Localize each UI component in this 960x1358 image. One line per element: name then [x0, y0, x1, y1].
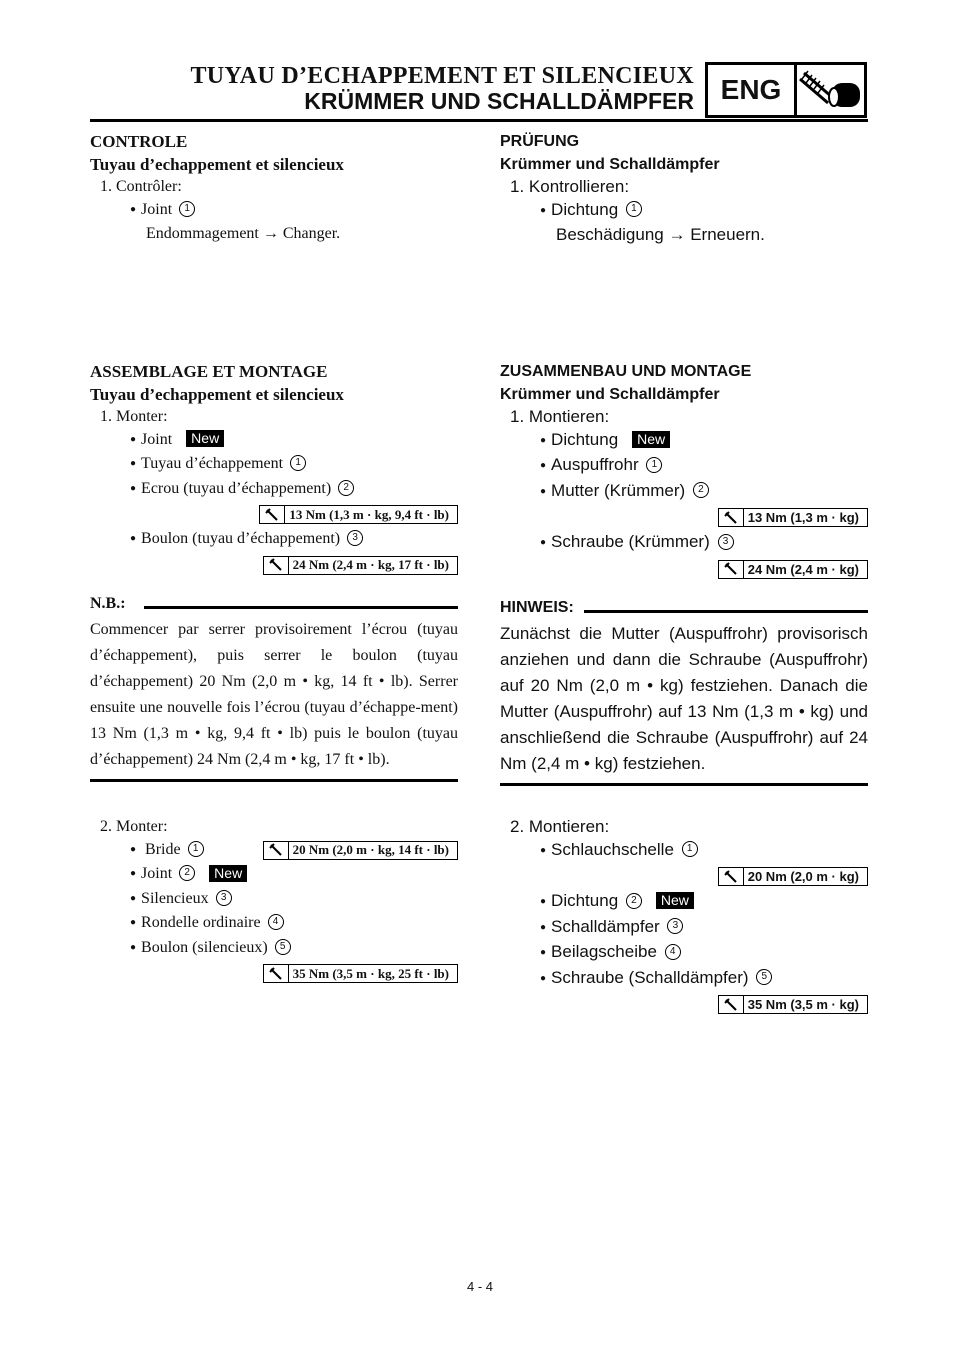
torque-wrench-icon — [719, 868, 744, 885]
callout-number: 3 — [216, 890, 232, 906]
callout-number: 2 — [338, 480, 354, 496]
de-step2-item: ● Schalldämpfer 3 — [500, 916, 868, 942]
de-check-subheading: Krümmer und Schalldämpfer — [500, 156, 720, 173]
torque-value: 20 Nm (2,0 m · kg, 14 ft · lb) — [292, 841, 449, 857]
de-assembly-subheading: Krümmer und Schalldämpfer — [500, 386, 720, 403]
callout-number: 1 — [682, 841, 698, 857]
fr-step2-item: ● Silencieux 3 — [90, 888, 458, 913]
note-rule — [584, 610, 868, 613]
de-assembly-section — [500, 360, 868, 786]
callout-number: 4 — [665, 944, 681, 960]
section-badge-label: ENG — [708, 65, 797, 115]
de-note-header — [500, 599, 868, 621]
torque-wrench-icon — [264, 965, 289, 982]
callout-number: 1 — [179, 201, 195, 217]
de-note-text: Zunächst die Mutter (Auspuffrohr) provisorisch anziehen und dann die Schraube (Auspuffrohr) auf 20 Nm (2,0 m • kg) festziehen. Danach die Mutter (Auspuffrohr) auf 13 Nm (1,3 m • kg) und anschließend die Schraube (Auspuffrohr) auf 24 Nm (2,4 m • kg) festziehen. — [500, 623, 868, 773]
new-part-badge: New — [209, 865, 247, 882]
fr-step2-item: ● Rondelle ordinaire 4 — [90, 912, 458, 937]
fr-step1-label: 1. Monter: — [100, 408, 168, 425]
header-divider — [90, 119, 868, 122]
fr-step2-section — [90, 816, 458, 987]
callout-number: 2 — [626, 893, 642, 909]
de-check-section — [500, 130, 868, 247]
fr-assembly-subheading: Tuyau d’echappement et silencieux — [90, 385, 344, 404]
callout-number: 1 — [646, 457, 662, 473]
note-label: HINWEIS: — [500, 598, 574, 616]
callout-number: 2 — [179, 865, 195, 881]
fr-step1-item: ● Ecrou (tuyau d’échappement) 2 — [90, 478, 458, 503]
de-step2-item: ● Schlauchschelle 1 — [500, 839, 868, 865]
fr-step2-item: ● Boulon (silencieux) 5 — [90, 937, 458, 962]
torque-wrench-icon — [719, 561, 744, 578]
de-check-item: ● Dichtung 1 — [500, 199, 868, 225]
note-end-rule — [90, 779, 458, 782]
note-rule — [144, 606, 458, 609]
fr-check-heading: CONTROLE — [90, 132, 188, 151]
de-step1-item: ● Mutter (Krümmer) 2 — [500, 480, 868, 506]
de-assembly-heading: ZUSAMMENBAU UND MONTAGE — [500, 363, 752, 380]
torque-wrench-icon — [264, 842, 289, 859]
de-check-heading: PRÜFUNG — [500, 133, 580, 150]
de-step1-item: ● Dichtung New — [500, 429, 868, 455]
new-part-badge: New — [656, 892, 694, 909]
new-part-badge: New — [632, 431, 670, 448]
de-step2-label: 2. Montieren: — [510, 817, 610, 836]
torque-spec — [500, 864, 868, 890]
callout-number: 1 — [290, 455, 306, 471]
callout-number: 3 — [718, 534, 734, 550]
fr-check-result: Endommagement → Changer. — [146, 225, 341, 242]
torque-value: 20 Nm (2,0 m · kg) — [747, 869, 859, 884]
section-badge — [705, 62, 867, 118]
de-step2-item: ● Dichtung 2 New — [500, 890, 868, 916]
fr-note-header — [90, 595, 458, 617]
fr-step2-item: ● Bride 1 20 Nm (2,0 m · kg, 14 ft · lb) — [90, 839, 458, 864]
fr-step2-item: ● Joint 2 New — [90, 863, 458, 888]
fr-check-section — [90, 130, 458, 246]
fr-step1-item: ● Boulon (tuyau d’échappement) 3 — [90, 528, 458, 553]
callout-number: 3 — [667, 918, 683, 934]
fr-note-text: Commencer par serrer provisoirement l’écrou (tuyau d’échappement), puis serrer le boulon (tuyau d’échappement) 20 Nm (2,0 m • kg, 14 ft • lb). Serrer ensuite une nouvelle fois l’écrou (tuyau d’échappe-ment) 13 Nm (1,3 m • kg, 9,4 ft • lb) puis le boulon (tuyau d’échappement) 24 Nm (2,4 m • kg, 17 ft • lb). — [90, 620, 458, 768]
fr-step1-item: ● Joint New — [90, 429, 458, 454]
de-check-step: 1. Kontrollieren: — [510, 177, 630, 196]
torque-wrench-icon — [264, 557, 289, 574]
fr-step2-label: 2. Monter: — [100, 818, 168, 835]
torque-spec — [90, 502, 458, 528]
de-step1-item: ● Schraube (Krümmer) 3 — [500, 531, 868, 557]
torque-spec — [90, 553, 458, 579]
callout-number: 3 — [347, 530, 363, 546]
note-label: N.B.: — [90, 594, 126, 612]
fr-check-item: ● Joint 1 — [90, 199, 458, 224]
de-step1-item: ● Auspuffrohr 1 — [500, 454, 868, 480]
page-header — [0, 0, 960, 130]
callout-number: 5 — [275, 939, 291, 955]
fr-check-subheading: Tuyau d’echappement et silencieux — [90, 155, 344, 174]
fr-assembly-heading: ASSEMBLAGE ET MONTAGE — [90, 362, 328, 381]
torque-value: 35 Nm (3,5 m · kg, 25 ft · lb) — [292, 965, 449, 981]
torque-wrench-icon — [719, 996, 744, 1013]
note-end-rule — [500, 783, 868, 786]
title-german: KRÜMMER UND SCHALLDÄMPFER — [304, 88, 694, 114]
fr-step1-item: ● Tuyau d’échappement 1 — [90, 453, 458, 478]
callout-number: 1 — [188, 841, 204, 857]
de-step1-label: 1. Montieren: — [510, 407, 610, 426]
torque-wrench-icon — [719, 509, 744, 526]
callout-number: 5 — [756, 969, 772, 985]
new-part-badge: New — [186, 430, 224, 447]
title-french: TUYAU D’ECHAPPEMENT ET SILENCIEUX — [190, 63, 694, 89]
de-step2-item: ● Beilagscheibe 4 — [500, 941, 868, 967]
torque-value: 35 Nm (3,5 m · kg) — [747, 997, 859, 1012]
torque-value: 24 Nm (2,4 m · kg, 17 ft · lb) — [292, 557, 449, 572]
torque-spec — [500, 505, 868, 531]
exhaust-muffler-icon — [798, 67, 864, 115]
fr-check-step: 1. Contrôler: — [100, 178, 182, 195]
page-number: 4 - 4 — [466, 1279, 493, 1294]
de-step2-item: ● Schraube (Schalldämpfer) 5 — [500, 967, 868, 993]
de-step2-section — [500, 816, 868, 1018]
callout-number: 2 — [693, 482, 709, 498]
torque-wrench-icon — [260, 506, 285, 523]
de-check-result: Beschädigung → Erneuern. — [556, 225, 765, 244]
torque-value: 24 Nm (2,4 m · kg) — [747, 561, 859, 577]
torque-spec — [90, 961, 458, 987]
torque-spec — [500, 557, 868, 583]
callout-number: 1 — [626, 201, 642, 217]
torque-spec — [500, 992, 868, 1018]
fr-assembly-section — [90, 360, 458, 782]
torque-value: 13 Nm (1,3 m · kg) — [747, 510, 859, 525]
torque-spec — [263, 841, 458, 860]
torque-value: 13 Nm (1,3 m · kg, 9,4 ft · lb) — [289, 506, 449, 522]
callout-number: 4 — [268, 914, 284, 930]
